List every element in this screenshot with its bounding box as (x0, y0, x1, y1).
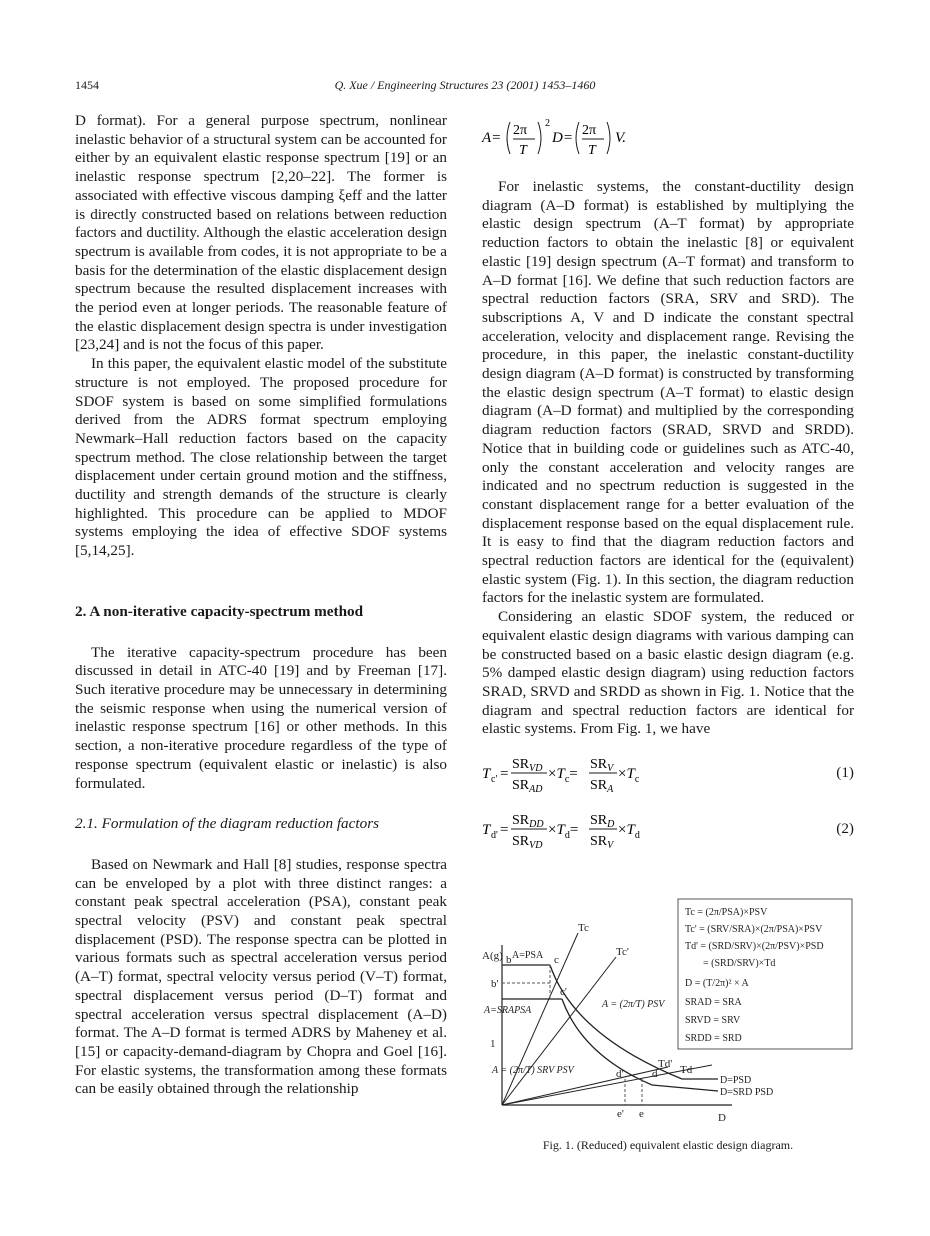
equation-relationship (482, 112, 854, 164)
figure-caption: Fig. 1. (Reduced) equivalent elastic design diagram. (542, 1138, 794, 1152)
eq-text: 2π (513, 123, 528, 138)
paren-right (607, 122, 610, 154)
left-column (75, 112, 447, 1099)
legend-box (678, 899, 852, 1049)
svg-text:×Td=: $\times T_d=$ (548, 822, 579, 842)
origin-label: 1 (490, 1038, 496, 1050)
svg-text:=: = (500, 822, 509, 839)
a-psv-label: A = (2π/T) PSV (602, 999, 665, 1010)
tc-prime-label: Tc' (616, 946, 629, 958)
y-axis-label: A(g) (482, 950, 503, 962)
point-d-label: d (652, 1068, 658, 1080)
svg-text:T: T (482, 766, 491, 783)
a-psa-label: A=PSA (512, 950, 544, 961)
srd-psd-line (652, 1085, 718, 1091)
point-b-prime-label: b' (491, 978, 499, 990)
legend-line: Td' = (SRD/SRV)×(2π/PSV)×PSD (685, 941, 824, 952)
paragraph: Based on Newmark and Hall [8] studies, response spectra can be enveloped by a plot with three distinct ranges: a constant peak spectral acceleration (PSA), constant peak spectral velocity (PSV) and constant peak spectral displacement (PSD). The response spectra can be plotted in various formats such as spectral acceleration versus period (A–T) format, spectral velocity versus period (V–T) format, spectral displacement versus period (D–T) format and spectral acceleration versus spectral displacement (A–D) format. The A–D format is termed ADRS by Maheney et al. [15] or capacity-demand-diagram by Chopra and Goel [16]. For elastic systems, the transformation among these formats can be easily obtained through the relationship (75, 855, 447, 1098)
legend-line: D = (T/2π)² × A (685, 978, 749, 989)
point-e-label: e (639, 1108, 644, 1120)
paren-right (538, 122, 541, 154)
eq-text: V. (615, 130, 626, 146)
d-srdpsd-label: D=SRD PSD (720, 1087, 774, 1098)
svg-text:SRD: $SR_D$ (590, 813, 615, 831)
subsection-title: 2.1. Formulation of the diagram reduction factors (75, 815, 380, 833)
eq-text: D= (552, 130, 573, 146)
point-b-label: b (506, 954, 512, 966)
running-title: Q. Xue / Engineering Structures 23 (2001) 1453–1460 (334, 78, 596, 92)
paren-left (576, 122, 579, 154)
eq-text: T (588, 143, 596, 158)
svg-text:SRV: $SR_V$ (590, 834, 614, 852)
srv-psv-curve (562, 999, 652, 1085)
svg-text:d': d' (491, 830, 498, 842)
legend-line: SRDD = SRD (685, 1033, 742, 1044)
svg-text:SRA: $SR_A$ (590, 778, 614, 796)
svg-text:T: T (482, 822, 491, 839)
equation-number: (2) (836, 820, 854, 838)
svg-text:SRVD: $SR_{VD}$ (512, 757, 543, 775)
paragraph: D format). For a general purpose spectrum, nonlinear inelastic behavior of a structural system can be accounted for either by an equivalent elastic response spectrum [19] or an inelastic response spectrum [2,20–22]. The former is associated with effective viscous damping ξeff and the latter is directly constructed based on relations between reduction factors and ductility. Although the elastic acceleration design spectrum is available from codes, it is not appropriate to be a basis for the determination of the elastic displacement design spectrum because the resulted displacement increases with the period even at longer periods. The reasonable feature of the elastic displacement design spectra is under investigation [23,24] and is not the focus of this paper. (75, 112, 447, 354)
legend-line: SRVD = SRV (685, 1015, 741, 1026)
page-header (75, 78, 855, 98)
section-title: 2. A non-iterative capacity-spectrum method (75, 602, 364, 620)
svg-text:=: = (500, 766, 509, 783)
point-c-prime-label: c' (560, 986, 567, 998)
equation-2 (482, 807, 854, 851)
svg-text:SRVD: $SR_{VD}$ (512, 834, 543, 852)
eq-text: T (519, 143, 527, 158)
page-number: 1454 (75, 78, 99, 92)
paragraph: The iterative capacity-spectrum procedure has been discussed in detail in ATC-40 [19] and by Freeman [17]. Such iterative procedure may be unnecessary in determining the seismic response when using the numerical version of inelastic response spectrum [16] or other methods. In this section, a non-iterative procedure regardless of the type of response spectrum (equivalent elastic or inelastic) is also formulated. (75, 643, 447, 792)
td-label: Td (680, 1064, 693, 1076)
svg-text:c': c' (491, 774, 498, 786)
eq-text: 2 (545, 118, 550, 129)
legend-line: Tc = (2π/PSA)×PSV (685, 907, 768, 918)
eq-text: A= (482, 130, 502, 146)
svg-text:SRAD: $SR_{AD}$ (512, 778, 543, 796)
paragraph: For inelastic systems, the constant-ductility design diagram (A–D format) is established by multiplying the elastic design spectrum (A–T format) by appropriate reduction factors to obtain the inelastic [8] or equivalent elastic [19] design spectrum (A–T format) and transform to A–D format [16]. We define that such reduction factors are spectral reduction factors (SRA, SRV and SRD). The subscriptions A, V and D indicate the constant spectral acceleration, velocity and displacement range. Revising the procedure, in this paper, the inelastic constant-ductility design diagram (A–D format) is constructed by transforming the elastic design spectrum (A–T format) to elastic design diagram (A–D format) and multiplied by the corresponding diagram reduction factors (SRAD, SRVD and SRDD). Notice that in building code or guidelines such as ATC-40, only the constant acceleration and velocity ranges are indicated and no spectrum reduction is suggested in the constant displacement range for a better evaluation of the displacement response based on the equal displacement rule. It is easy to find that the diagram reduction factors and spectral reduction factors are identical for the (equivalent) elastic system (Fig. 1). In this section, the diagram reduction factors for the inelastic system are formulated. (482, 178, 854, 607)
legend-line: = (SRD/SRV)×Td (703, 958, 776, 969)
figure-1 (482, 895, 854, 1125)
point-e-prime-label: e' (617, 1108, 624, 1120)
point-d-prime-label: d' (616, 1068, 624, 1080)
x-axis-label: D (718, 1112, 726, 1124)
equation-number: (1) (836, 764, 854, 782)
legend-line: SRAD = SRA (685, 997, 742, 1008)
eq-text: 2π (582, 123, 597, 138)
svg-text:×Td: $\times T_d$ (618, 822, 640, 842)
paren-left (507, 122, 510, 154)
d-psd-label: D=PSD (720, 1075, 752, 1086)
a-srapsa-label: A=SRAPSA (484, 1005, 532, 1016)
paragraph: Considering an elastic SDOF system, the reduced or equivalent elastic design diagrams with various damping can be constructed based on a basic elastic design diagram (e.g. 5% damped elastic design diagram) using reduction factors SRAD, SRVD and SRDD as shown in Fig. 1. Notice that the diagram and spectral reduction factors are identical for elastic systems. From Fig. 1, we have (482, 608, 854, 738)
tc-label: Tc (578, 922, 589, 934)
svg-text:SRDD: $SR_{DD}$ (512, 813, 544, 831)
legend-line: Tc' = (SRV/SRA)×(2π/PSA)×PSV (685, 924, 823, 935)
point-c-label: c (554, 954, 559, 966)
svg-text:×Tc: $\times T_c$ (618, 766, 640, 786)
svg-text:SRV: $SR_V$ (590, 757, 614, 775)
paragraph: In this paper, the equivalent elastic model of the substitute structure is not employed. The proposed procedure for SDOF system is based on some simplified formulations derived from the ADRS format spectrum employing Newmark–Hall reduction factors based on the capacity spectrum method. The close relationship between the target displacement under certain ground motion and the stiffness, ductility and strength demands of the structure is clearly highlighted. This procedure can be applied to MDOF systems employing the idea of effective SDOF systems [5,14,25]. (75, 355, 447, 560)
a-srvpsv-label: A = (2π/T) SRV PSV (492, 1065, 574, 1076)
equation-1 (482, 751, 854, 795)
svg-text:×Tc=: $\times T_c=$ (548, 766, 578, 786)
td-prime-label: Td' (658, 1058, 673, 1070)
right-column (482, 112, 854, 851)
